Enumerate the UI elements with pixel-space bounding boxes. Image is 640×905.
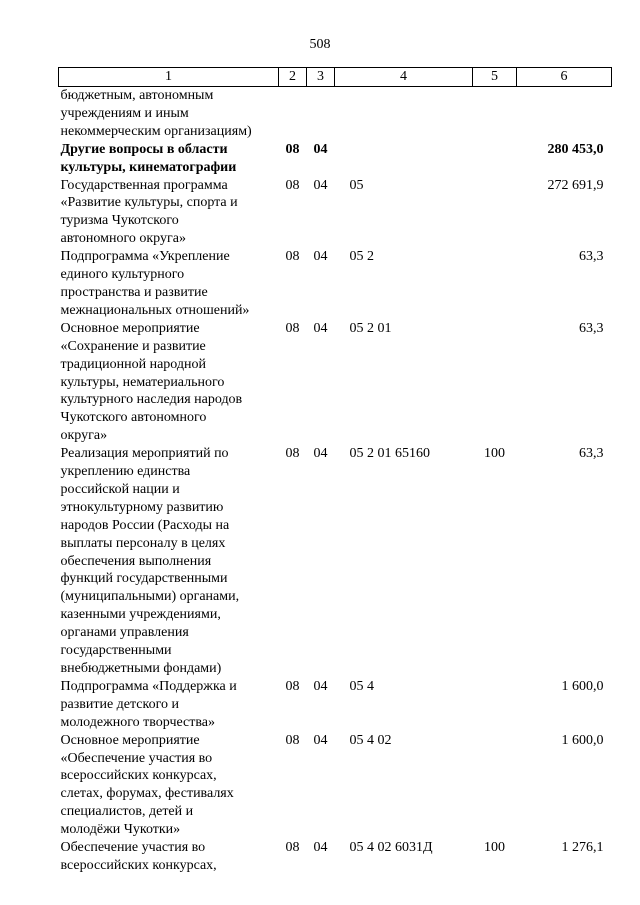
row-subsection-code-cell: 04 bbox=[313, 141, 328, 157]
row-section-code-cell bbox=[279, 87, 307, 141]
row-amount-cell: 1 276,1 bbox=[561, 840, 604, 856]
row-section-code-cell: 08 bbox=[285, 840, 300, 856]
row-expense-type-cell bbox=[473, 248, 517, 320]
row-target-article-cell: 05 4 02 bbox=[349, 732, 392, 748]
column-header-6: 6 bbox=[517, 68, 612, 87]
row-name-cell: Подпрограмма «Укрепление единого культурного пространства и развитие межнациональных отношений» bbox=[60, 249, 250, 318]
column-number-row bbox=[59, 68, 612, 87]
table-row bbox=[59, 87, 612, 141]
row-target-article-cell: 05 bbox=[349, 177, 364, 193]
row-amount-cell: 280 453,0 bbox=[547, 141, 604, 157]
row-amount-cell: 63,3 bbox=[579, 320, 604, 336]
row-subsection-code-cell: 04 bbox=[313, 678, 328, 694]
column-header-3: 3 bbox=[307, 68, 335, 87]
row-amount-cell: 63,3 bbox=[579, 249, 604, 265]
row-section-code-cell: 08 bbox=[285, 320, 300, 336]
row-target-article-cell: 05 2 bbox=[349, 249, 374, 265]
row-section-code-cell: 08 bbox=[285, 446, 300, 462]
row-target-article-cell bbox=[335, 87, 473, 141]
row-subsection-code-cell: 04 bbox=[313, 177, 328, 193]
row-section-code-cell: 08 bbox=[285, 732, 300, 748]
row-name-cell: Обеспечение участия во всероссийских конкурсах, bbox=[60, 840, 217, 873]
table-row bbox=[59, 248, 612, 320]
row-subsection-code-cell: 04 bbox=[313, 320, 328, 336]
row-amount-cell: 63,3 bbox=[579, 446, 604, 462]
row-amount-cell: 1 600,0 bbox=[561, 678, 604, 694]
table-row bbox=[59, 177, 612, 249]
row-target-article-cell: 05 4 02 6031Д bbox=[349, 840, 433, 856]
budget-table bbox=[58, 67, 612, 875]
row-expense-type-cell bbox=[473, 177, 517, 249]
row-target-article-cell: 05 2 01 bbox=[349, 320, 392, 336]
column-header-5: 5 bbox=[473, 68, 517, 87]
row-subsection-code-cell: 04 bbox=[313, 840, 328, 856]
table-row bbox=[59, 839, 612, 875]
row-expense-type-cell bbox=[473, 320, 517, 445]
row-subsection-code-cell: 04 bbox=[313, 249, 328, 265]
row-target-article-cell: 05 4 bbox=[349, 678, 374, 694]
column-header-4: 4 bbox=[335, 68, 473, 87]
row-name-cell: бюджетным, автономным учреждениям и иным некоммерческим организациям) bbox=[60, 88, 252, 139]
row-name-cell: Основное мероприятие «Обеспечение участия во всероссийских конкурсах, слетах, форумах, фестивалях специалистов, детей и молодёжи Чукотки» bbox=[60, 732, 234, 838]
row-section-code-cell: 08 bbox=[285, 141, 300, 157]
row-expense-type-cell: 100 bbox=[484, 446, 505, 462]
row-section-code-cell: 08 bbox=[285, 249, 300, 265]
table-row bbox=[59, 732, 612, 839]
row-subsection-code-cell bbox=[307, 87, 335, 141]
row-target-article-cell: 05 2 01 65160 bbox=[349, 446, 430, 462]
row-name-cell: Подпрограмма «Поддержка и развитие детского и молодежного творчества» bbox=[60, 678, 237, 730]
row-expense-type-cell bbox=[473, 678, 517, 732]
row-expense-type-cell bbox=[473, 87, 517, 141]
row-amount-cell bbox=[517, 87, 612, 141]
row-section-code-cell: 08 bbox=[285, 177, 300, 193]
row-amount-cell: 272 691,9 bbox=[547, 177, 604, 193]
row-subsection-code-cell: 04 bbox=[313, 446, 328, 462]
table-body bbox=[59, 87, 612, 875]
row-expense-type-cell bbox=[473, 732, 517, 839]
row-name-cell: Основное мероприятие «Сохранение и развитие традиционной народной культуры, нематериального культурного наследия народов Чукотского автономного округа» bbox=[60, 320, 243, 444]
table-row bbox=[59, 678, 612, 732]
column-header-2: 2 bbox=[279, 68, 307, 87]
row-expense-type-cell: 100 bbox=[484, 840, 505, 856]
row-expense-type-cell bbox=[473, 141, 517, 177]
table-row bbox=[59, 320, 612, 445]
row-name-cell: Государственная программа «Развитие культуры, спорта и туризма Чукотского автономного округа» bbox=[60, 177, 238, 247]
row-section-code-cell: 08 bbox=[285, 678, 300, 694]
row-name-cell: Другие вопросы в области культуры, кинематографии bbox=[60, 141, 237, 175]
table-row bbox=[59, 141, 612, 177]
column-header-1: 1 bbox=[59, 68, 279, 87]
row-name-cell: Реализация мероприятий по укреплению единства российской нации и этнокультурному развитию народов России (Расходы на выплаты персоналу в целях обеспечения выполнения функций государственными (муниципальными) органами, казенными учреждениями, органами управления государственными внебюджетными фондами) bbox=[60, 446, 240, 676]
row-target-article-cell bbox=[335, 141, 473, 177]
row-subsection-code-cell: 04 bbox=[313, 732, 328, 748]
table-row bbox=[59, 445, 612, 678]
row-amount-cell: 1 600,0 bbox=[561, 732, 604, 748]
page-number: 508 bbox=[309, 37, 331, 52]
